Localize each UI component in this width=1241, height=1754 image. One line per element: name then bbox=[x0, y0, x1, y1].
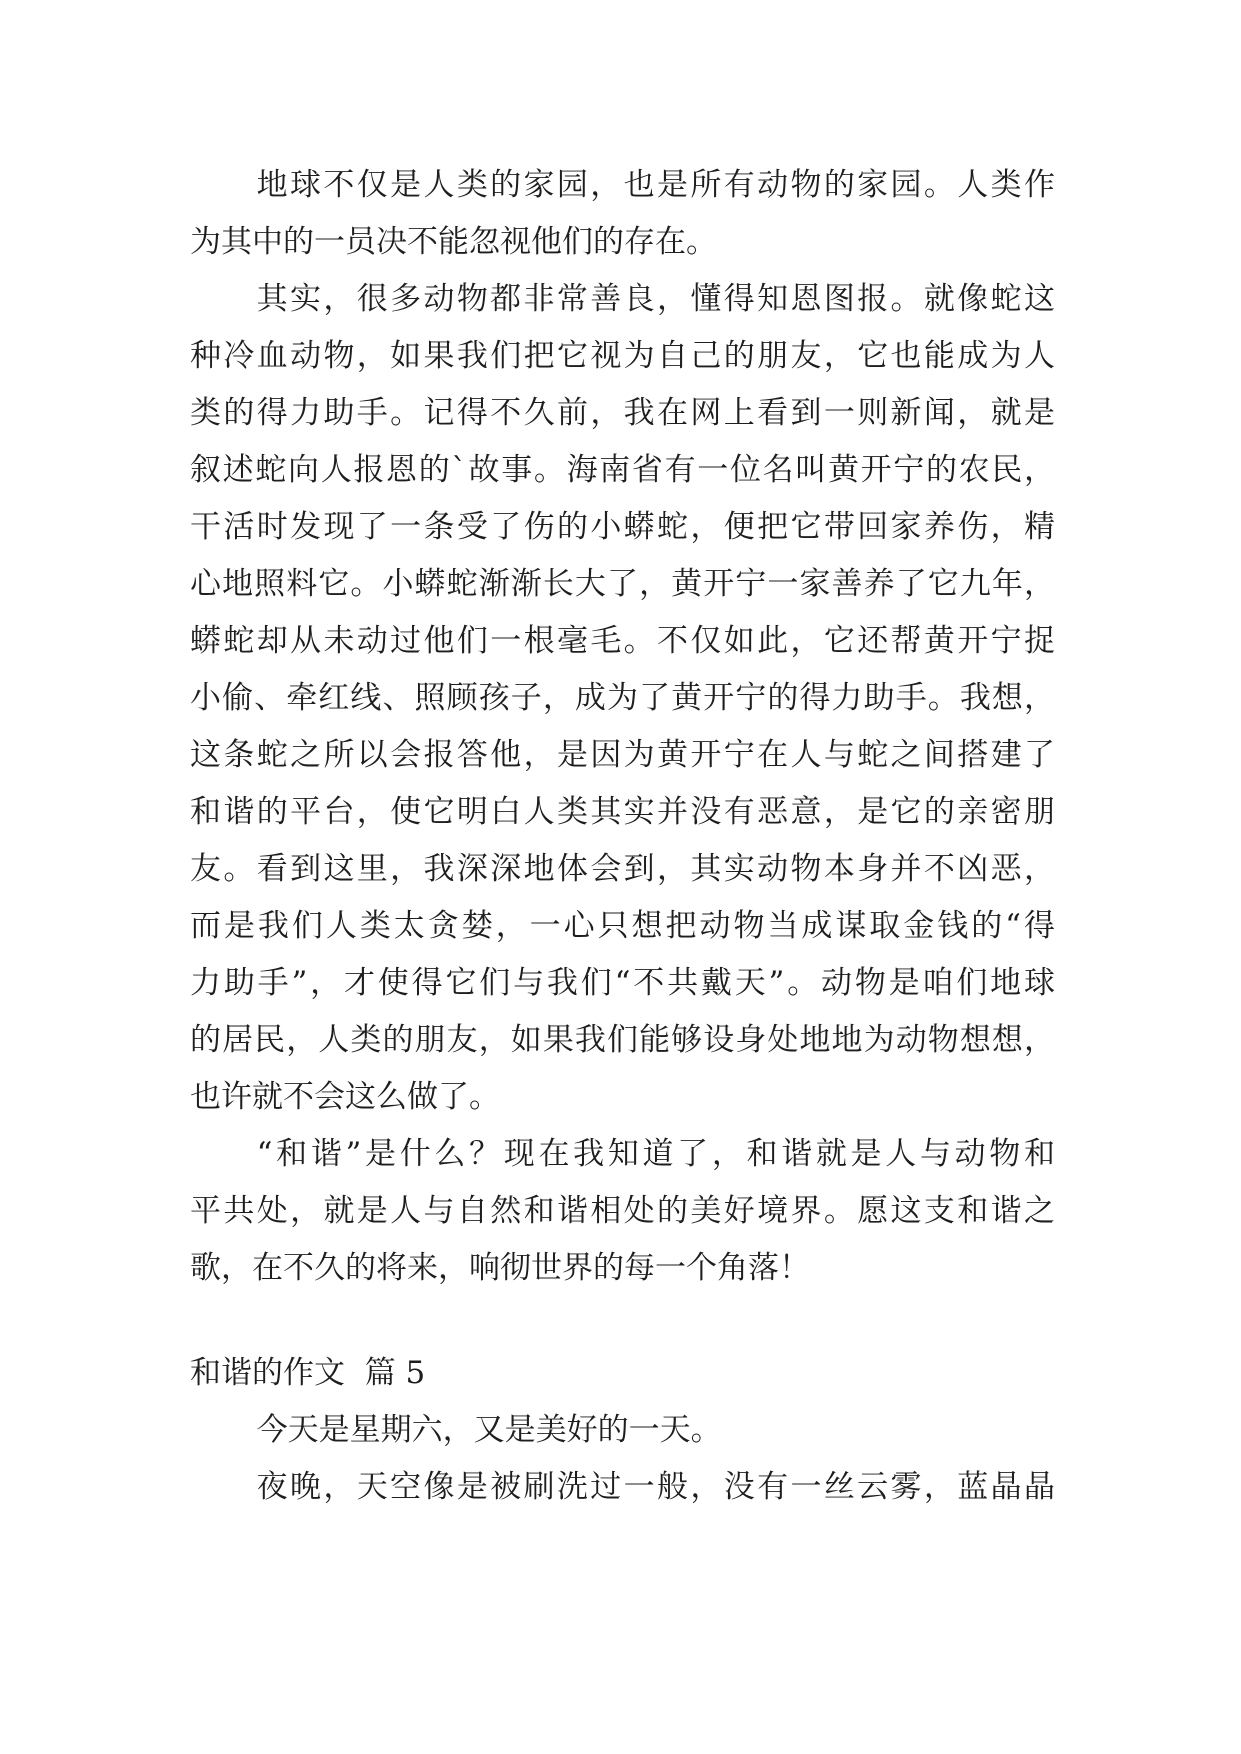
text-line: 平共处，就是人与自然和谐相处的美好境界。愿这支和谐之 bbox=[190, 1193, 1055, 1229]
text-line: 干活时发现了一条受了伤的小蟒蛇，便把它带回家养伤，精 bbox=[190, 509, 1055, 545]
text-line: 种冷血动物，如果我们把它视为自己的朋友，它也能成为人 bbox=[190, 338, 1055, 374]
text-line: 的居民，人类的朋友，如果我们能够设身处地地为动物想想， bbox=[190, 1022, 1055, 1058]
paragraph bbox=[190, 1459, 1055, 1516]
text-line: 歌，在不久的将来，响彻世界的每一个角落！ bbox=[190, 1250, 810, 1286]
paragraph bbox=[190, 157, 1055, 271]
text-line: 今天是星期六，又是美好的一天。 bbox=[256, 1412, 722, 1448]
text-line: 其实，很多动物都非常善良，懂得知恩图报。就像蛇这 bbox=[256, 281, 1055, 317]
text-line: 和谐的平台，使它明白人类其实并没有恶意，是它的亲密朋 bbox=[190, 794, 1055, 830]
text-column bbox=[190, 157, 1055, 1516]
text-line: 而是我们人类太贪婪，一心只想把动物当成谋取金钱的“得 bbox=[190, 908, 1055, 944]
text-line: 夜晚，天空像是被刷洗过一般，没有一丝云雾，蓝晶晶 bbox=[256, 1469, 1055, 1505]
paragraph bbox=[190, 1126, 1055, 1297]
text-line: 小偷、牵红线、照顾孩子，成为了黄开宁的得力助手。我想， bbox=[190, 680, 1055, 716]
section-heading: 和谐的作文 篇 5 bbox=[190, 1355, 426, 1391]
text-line: 叙述蛇向人报恩的`故事。海南省有一位名叫黄开宁的农民， bbox=[190, 452, 1055, 488]
text-line: “和谐”是什么？现在我知道了，和谐就是人与动物和 bbox=[256, 1136, 1055, 1172]
paragraph bbox=[190, 271, 1055, 1126]
text-line: 蟒蛇却从未动过他们一根毫毛。不仅如此，它还帮黄开宁捉 bbox=[190, 623, 1055, 659]
text-line: 为其中的一员决不能忽视他们的存在。 bbox=[190, 224, 717, 260]
text-line: 类的得力助手。记得不久前，我在网上看到一则新闻，就是 bbox=[190, 395, 1055, 431]
text-line: 力助手”，才使得它们与我们“不共戴天”。动物是咱们地球 bbox=[190, 965, 1055, 1001]
text-line: 友。看到这里，我深深地体会到，其实动物本身并不凶恶， bbox=[190, 851, 1055, 887]
text-line: 这条蛇之所以会报答他，是因为黄开宁在人与蛇之间搭建了 bbox=[190, 737, 1055, 773]
text-line: 心地照料它。小蟒蛇渐渐长大了，黄开宁一家善养了它九年， bbox=[190, 566, 1055, 602]
paragraph bbox=[190, 1402, 1055, 1459]
text-line: 地球不仅是人类的家园，也是所有动物的家园。人类作 bbox=[256, 167, 1055, 203]
text-line: 也许就不会这么做了。 bbox=[190, 1079, 500, 1115]
